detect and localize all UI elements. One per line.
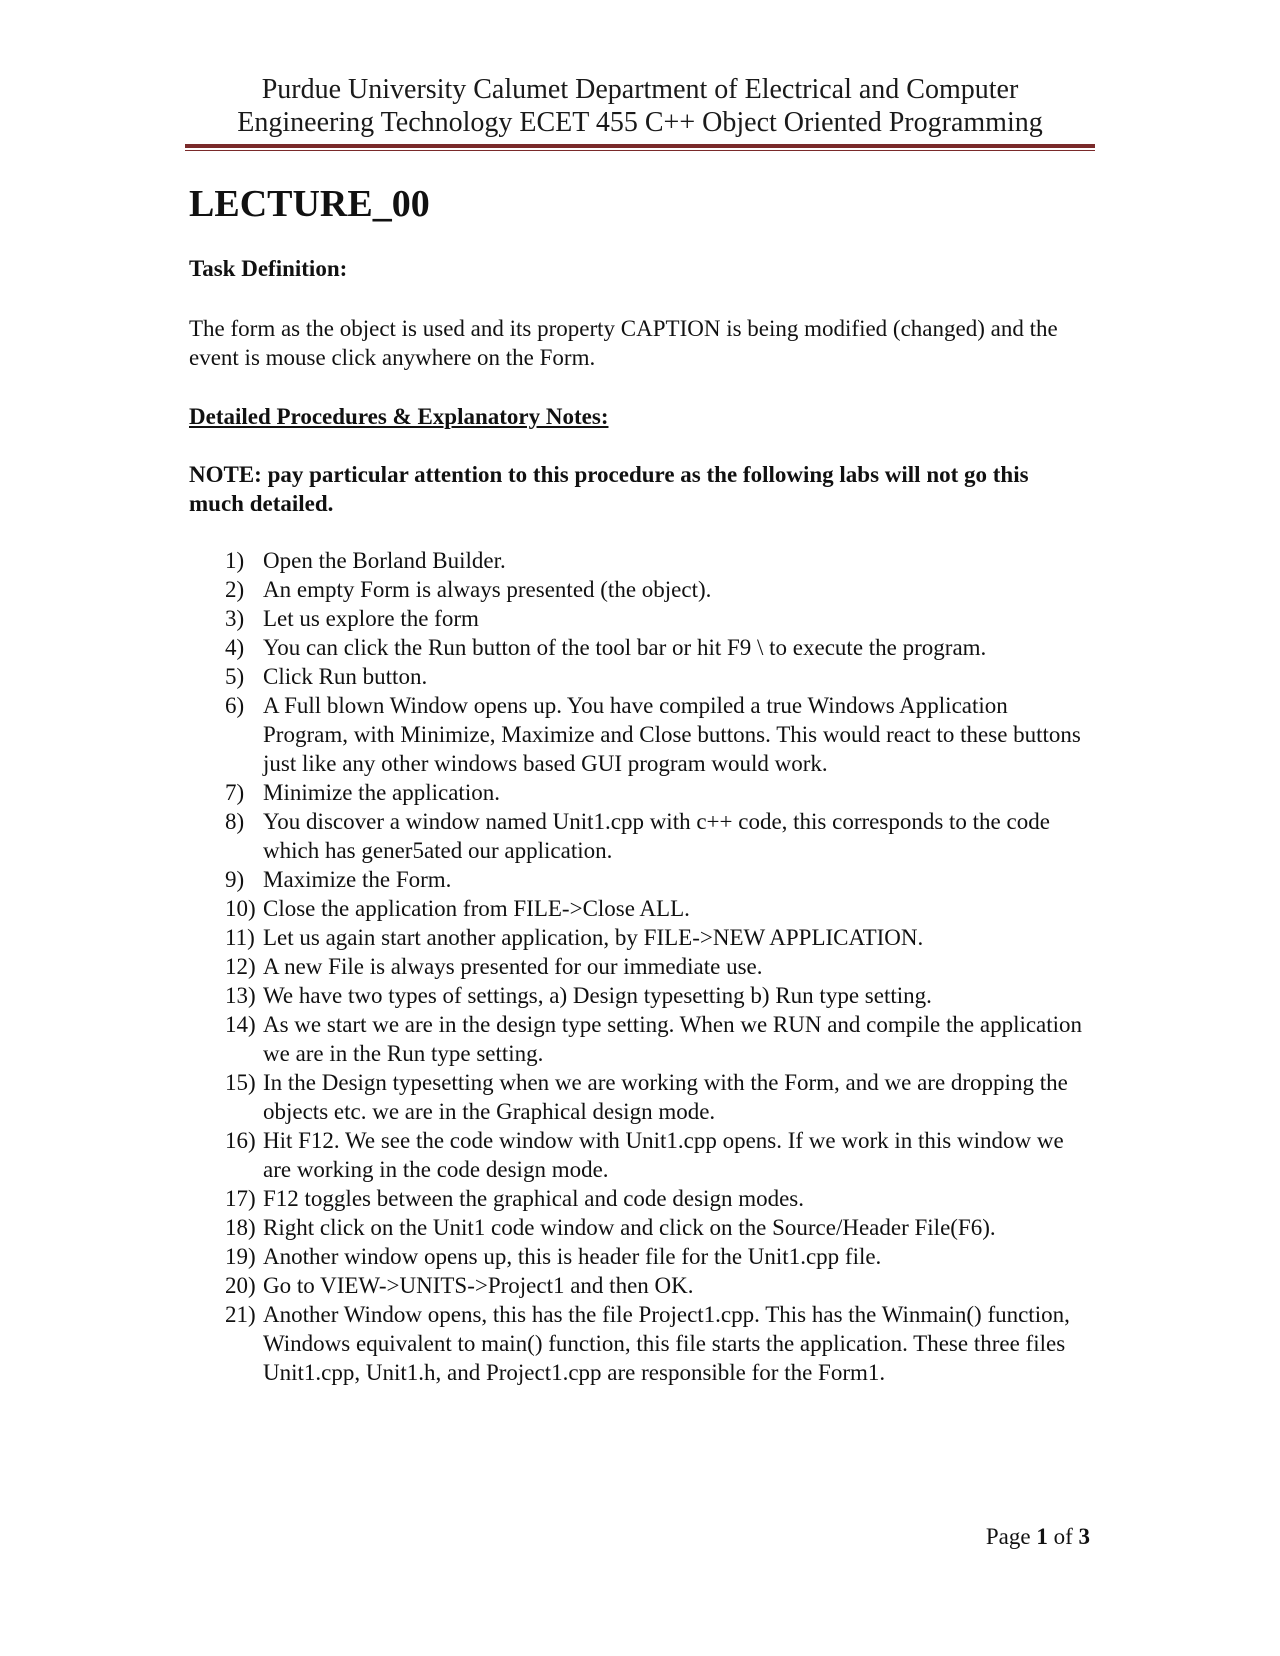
step-number: 10) xyxy=(225,896,256,921)
step-text: Let us again start another application, by FILE->NEW APPLICATION. xyxy=(263,925,924,950)
procedure-step xyxy=(189,546,1089,575)
step-text: Let us explore the form xyxy=(263,606,479,631)
step-text: You can click the Run button of the tool bar or hit F9 \ to execute the program. xyxy=(263,635,987,660)
step-text: An empty Form is always presented (the object). xyxy=(263,577,712,602)
page-word: Page xyxy=(985,1524,1031,1549)
procedure-step xyxy=(189,1126,1089,1184)
step-text: Hit F12. We see the code window with Unit1.cpp opens. If we work in this window we are working in the code design mode. xyxy=(263,1128,1064,1182)
procedure-step xyxy=(189,604,1089,633)
page-header xyxy=(185,73,1095,139)
step-text: Go to VIEW->UNITS->Project1 and then OK. xyxy=(263,1273,694,1298)
page-number xyxy=(900,1522,1090,1552)
header-line-2: Engineering Technology ECET 455 C++ Object Oriented Programming xyxy=(237,107,1043,138)
header-divider-thin xyxy=(185,150,1095,151)
procedure-step xyxy=(189,778,1089,807)
step-number: 11) xyxy=(225,925,255,950)
procedure-step xyxy=(189,894,1089,923)
step-text: A Full blown Window opens up. You have compiled a true Windows Application Program, with Minimize, Maximize and Close buttons. This would react to these buttons just like any other windows based GUI program would work. xyxy=(263,693,1081,776)
procedure-step xyxy=(189,807,1089,865)
procedure-step xyxy=(189,633,1089,662)
procedure-steps-list xyxy=(189,546,1089,1387)
procedure-step xyxy=(189,981,1089,1010)
step-text: Click Run button. xyxy=(263,664,428,689)
step-number: 16) xyxy=(225,1128,256,1153)
step-number: 20) xyxy=(225,1273,256,1298)
step-text: Open the Borland Builder. xyxy=(263,548,506,573)
step-number: 15) xyxy=(225,1070,256,1095)
procedure-step xyxy=(189,923,1089,952)
step-text: A new File is always presented for our immediate use. xyxy=(263,954,763,979)
procedure-step xyxy=(189,691,1089,778)
current-page: 1 xyxy=(1036,1524,1048,1549)
procedure-step xyxy=(189,865,1089,894)
step-number: 12) xyxy=(225,954,256,979)
step-text: Right click on the Unit1 code window and click on the Source/Header File(F6). xyxy=(263,1215,996,1240)
step-text: Minimize the application. xyxy=(263,780,500,805)
procedure-step xyxy=(189,1271,1089,1300)
step-text: We have two types of settings, a) Design typesetting b) Run type setting. xyxy=(263,983,932,1008)
total-pages: 3 xyxy=(1078,1524,1090,1549)
of-word: of xyxy=(1053,1524,1073,1549)
detailed-procedures-heading: Detailed Procedures & Explanatory Notes: xyxy=(189,404,609,429)
procedure-step xyxy=(189,1184,1089,1213)
step-number: 13) xyxy=(225,983,256,1008)
step-text: Maximize the Form. xyxy=(263,867,452,892)
step-number: 14) xyxy=(225,1012,256,1037)
procedure-step xyxy=(189,1010,1089,1068)
header-divider-thick xyxy=(185,144,1095,148)
procedure-step xyxy=(189,1242,1089,1271)
task-definition-body: The form as the object is used and its property CAPTION is being modified (changed) and the event is mouse click anywhere on the Form. xyxy=(189,316,1058,370)
step-number: 9) xyxy=(225,867,245,892)
procedure-step xyxy=(189,1213,1089,1242)
page-title: LECTURE_00 xyxy=(189,183,430,225)
page-content xyxy=(189,180,1089,1387)
step-number: 8) xyxy=(225,809,245,834)
step-text: In the Design typesetting when we are working with the Form, and we are dropping the objects etc. we are in the Graphical design mode. xyxy=(263,1070,1068,1124)
task-definition-heading: Task Definition: xyxy=(189,256,348,281)
step-number: 6) xyxy=(225,693,245,718)
attention-note: NOTE: pay particular attention to this procedure as the following labs will not go this much detailed. xyxy=(189,462,1029,516)
step-number: 18) xyxy=(225,1215,256,1240)
step-number: 1) xyxy=(225,548,245,573)
step-number: 4) xyxy=(225,635,245,660)
step-text: Another window opens up, this is header file for the Unit1.cpp file. xyxy=(263,1244,882,1269)
header-line-1: Purdue University Calumet Department of Electrical and Computer xyxy=(261,74,1019,105)
step-number: 5) xyxy=(225,664,245,689)
procedure-step xyxy=(189,952,1089,981)
step-number: 2) xyxy=(225,577,245,602)
procedure-step xyxy=(189,662,1089,691)
procedure-step xyxy=(189,1300,1089,1387)
procedure-step xyxy=(189,575,1089,604)
procedure-step xyxy=(189,1068,1089,1126)
step-text: As we start we are in the design type setting. When we RUN and compile the application we are in the Run type setting. xyxy=(263,1012,1083,1066)
step-number: 19) xyxy=(225,1244,256,1269)
step-number: 7) xyxy=(225,780,245,805)
step-number: 3) xyxy=(225,606,245,631)
step-text: Another Window opens, this has the file Project1.cpp. This has the Winmain() function, Windows equivalent to main() function, this file starts the application. These three files Unit1.cpp, Unit1.h, and Project1.cpp are responsible for the Form1. xyxy=(263,1302,1070,1385)
step-text: F12 toggles between the graphical and code design modes. xyxy=(263,1186,804,1211)
step-number: 21) xyxy=(225,1302,256,1327)
step-text: Close the application from FILE->Close ALL. xyxy=(263,896,690,921)
step-number: 17) xyxy=(225,1186,256,1211)
step-text: You discover a window named Unit1.cpp with c++ code, this corresponds to the code which has gener5ated our application. xyxy=(263,809,1050,863)
